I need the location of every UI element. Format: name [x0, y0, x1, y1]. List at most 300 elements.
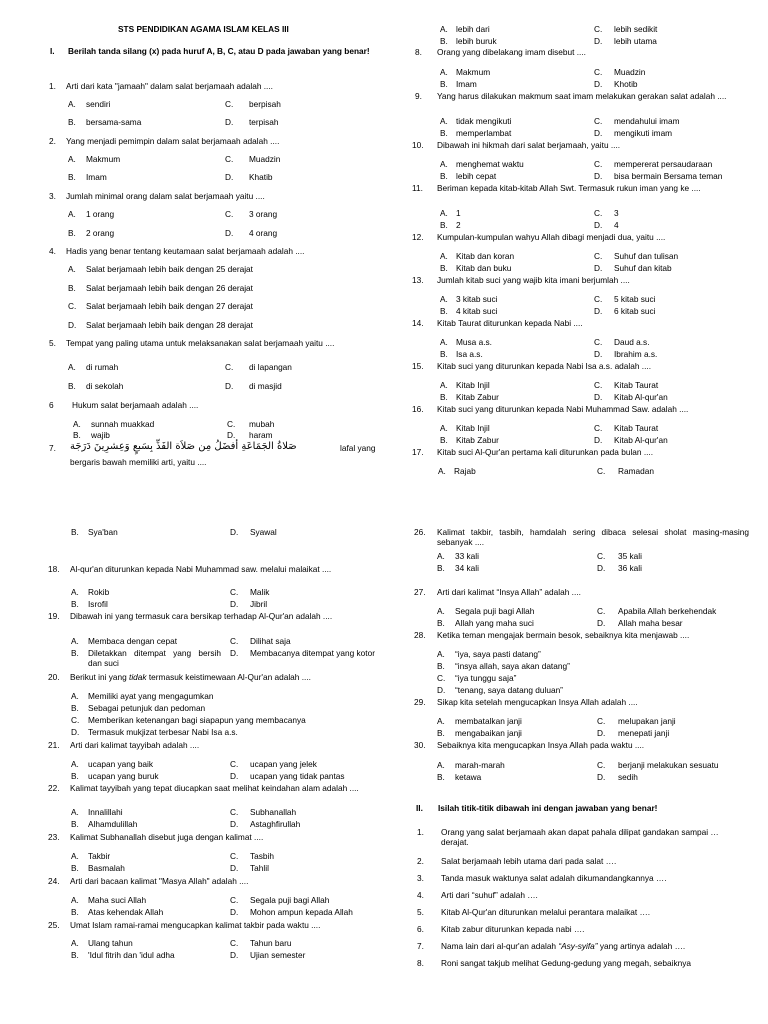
option-letter: D. — [594, 349, 603, 359]
option-letter: B. — [71, 819, 79, 829]
option-text: 4 — [614, 220, 619, 230]
option-letter: D. — [594, 36, 603, 46]
question-number: 23. — [48, 832, 60, 842]
option-text: Daud a.s. — [614, 337, 650, 347]
option-text: Atas kehendak Allah — [88, 907, 164, 917]
option-text: Segala puji bagi Allah — [250, 895, 330, 905]
question-number: 19. — [48, 611, 60, 621]
option-letter: A. — [71, 938, 79, 948]
option-letter: B. — [71, 907, 79, 917]
option-text: menepati janji — [618, 728, 670, 738]
question-text: Kitab suci yang diturunkan kepada Nabi Muhammad Saw. adalah .... — [437, 404, 689, 414]
option-letter: B. — [440, 349, 448, 359]
option-text: mempererat persaudaraan — [614, 159, 713, 169]
option-letter: A. — [73, 419, 81, 429]
option-text: Imam — [86, 172, 107, 182]
section2-title: Isilah titik-titik dibawah ini dengan jawaban yang benar! — [438, 803, 658, 813]
option-letter: B. — [68, 172, 76, 182]
essay-question: Nama lain dari al-qur'an adalah “Asy-syifa” yang artinya adalah …. — [441, 941, 686, 951]
option-text: Kitab Taurat — [614, 380, 659, 390]
question-number: 30. — [414, 740, 426, 750]
question-text: Dibawah ini hikmah dari salat berjamaah, yaitu .... — [437, 140, 621, 150]
question-number: 7. — [49, 443, 56, 453]
option-text: Kitab Al-qur'an — [614, 435, 668, 445]
question-text: Orang yang dibelakang imam disebut .... — [437, 47, 586, 57]
option-letter: D. — [594, 220, 603, 230]
option-text: Maha suci Allah — [88, 895, 147, 905]
essay-question: Salat berjamaah lebih utama dari pada salat …. — [441, 856, 617, 866]
essay-question: Orang yang salat berjamaah akan dapat pahala dilipat gandakan sampai … derajat. — [441, 827, 719, 847]
option-letter: B. — [437, 728, 445, 738]
option-text: Kitab dan koran — [456, 251, 515, 261]
question-text: Kalimat Subhanallah disebut juga dengan kalimat .... — [70, 832, 264, 842]
option-letter: B. — [440, 435, 448, 445]
option-text: Termasuk mukjizat terbesar Nabi Isa a.s. — [88, 727, 238, 737]
option-text: 34 kali — [455, 563, 479, 573]
question-text: Tempat yang paling utama untuk melaksanakan salat berjamaah yaitu .... — [66, 338, 335, 348]
option-letter: A. — [440, 116, 448, 126]
option-text: Diletakkan ditempat yang bersih dan suci — [88, 648, 221, 668]
option-text: lebih cepat — [456, 171, 497, 181]
option-letter: C. — [597, 716, 606, 726]
option-letter: C. — [230, 636, 239, 646]
question-number: 20. — [48, 672, 60, 682]
option-text: 1 — [456, 208, 461, 218]
option-letter: B. — [73, 430, 81, 440]
question-number: 11. — [412, 183, 423, 193]
option-letter: B. — [440, 36, 448, 46]
option-text: “iya tunggu saja” — [455, 673, 517, 683]
option-letter: D. — [230, 527, 239, 537]
option-text: membatalkan janji — [455, 716, 522, 726]
option-text: Salat berjamaah lebih baik dengan 26 derajat — [86, 283, 253, 293]
option-text: ucapan yang buruk — [88, 771, 159, 781]
question-text: Arti dari kata "jamaah" dalam salat berjamaah adalah .... — [66, 81, 273, 91]
option-text: Sya'ban — [88, 527, 118, 537]
option-letter: C. — [594, 294, 603, 304]
option-letter: A. — [68, 154, 76, 164]
essay-number: 2. — [417, 856, 424, 866]
option-text: Kitab Zabur — [456, 392, 499, 402]
question-text: Kitab suci Al-Qur'an pertama kali diturunkan pada bulan .... — [437, 447, 654, 457]
question-number: 2. — [49, 136, 56, 146]
option-letter: C. — [225, 209, 234, 219]
essay-number: 4. — [417, 890, 424, 900]
option-text: 3 orang — [249, 209, 278, 219]
option-letter: C. — [68, 301, 77, 311]
option-letter: C. — [594, 67, 603, 77]
option-text: Imam — [456, 79, 477, 89]
option-text: menghemat waktu — [456, 159, 524, 169]
question-text: Hukum salat berjamaah adalah .... — [72, 400, 199, 410]
question-text: Kalimat tayyibah yang tepat diucapkan saat melihat keindahan alam adalah .... — [70, 783, 359, 793]
option-text: Kitab dan buku — [456, 263, 512, 273]
option-letter: A. — [440, 423, 448, 433]
option-text: Kitab Taurat — [614, 423, 659, 433]
option-letter: D. — [230, 907, 239, 917]
option-letter: A. — [71, 851, 79, 861]
option-text: sendiri — [86, 99, 111, 109]
option-text: Mohon ampun kepada Allah — [250, 907, 353, 917]
option-text: Muadzin — [249, 154, 281, 164]
option-letter: D. — [594, 435, 603, 445]
option-text: Isa a.s. — [456, 349, 483, 359]
option-text: Salat berjamaah lebih baik dengan 28 derajat — [86, 320, 253, 330]
option-letter: C. — [594, 159, 603, 169]
option-letter: A. — [68, 362, 76, 372]
option-letter: B. — [71, 771, 79, 781]
option-letter: B. — [440, 128, 448, 138]
question-number: 24. — [48, 876, 60, 886]
question-number: 17. — [412, 447, 424, 457]
option-text: Makmum — [86, 154, 121, 164]
option-text: Tahlil — [250, 863, 269, 873]
option-letter: B. — [71, 863, 79, 873]
essay-question: Tanda masuk waktunya salat adalah dikumandangkannya …. — [441, 873, 667, 883]
option-letter: A. — [71, 895, 79, 905]
option-letter: A. — [440, 67, 448, 77]
question-number: 10. — [412, 140, 424, 150]
section2-number: II. — [416, 803, 423, 813]
option-text: Membaca dengan cepat — [88, 636, 178, 646]
question-number: 26. — [414, 527, 426, 537]
option-letter: C. — [225, 99, 234, 109]
question-text: Ketika teman mengajak bermain besok, sebaiknya kita menjawab .... — [437, 630, 690, 640]
option-text: Ujian semester — [250, 950, 306, 960]
section1-number: I. — [50, 46, 55, 56]
essay-number: 5. — [417, 907, 424, 917]
question-number: 28. — [414, 630, 426, 640]
option-text: Astaghfirullah — [250, 819, 301, 829]
option-letter: B. — [440, 392, 448, 402]
option-letter: D. — [230, 863, 239, 873]
option-letter: D. — [230, 599, 239, 609]
option-text: “tenang, saya datang duluan” — [455, 685, 563, 695]
question-number: 1. — [49, 81, 56, 91]
option-text: Muadzin — [614, 67, 646, 77]
option-text: lebih buruk — [456, 36, 497, 46]
question-text: Kalimat takbir, tasbih, hamdalah sering dibaca selesai sholat masing-masing sebanyak .... — [437, 527, 749, 547]
option-letter: D. — [230, 819, 239, 829]
essay-number: 6. — [417, 924, 424, 934]
option-text: lebih dari — [456, 24, 490, 34]
question-number: 25. — [48, 920, 60, 930]
option-text: Innalillahi — [88, 807, 123, 817]
question-text: Arti dari kalimat tayyibah adalah .... — [70, 740, 200, 750]
option-letter: C. — [230, 938, 239, 948]
essay-number: 8. — [417, 958, 424, 968]
option-letter: C. — [230, 807, 239, 817]
option-text: 4 kitab suci — [456, 306, 498, 316]
option-text: “insya allah, saya akan datang” — [455, 661, 570, 671]
option-text: ucapan yang tidak pantas — [250, 771, 345, 781]
option-text: lebih utama — [614, 36, 657, 46]
option-letter: D. — [597, 563, 606, 573]
option-letter: C. — [594, 116, 603, 126]
option-text: Suhuf dan tulisan — [614, 251, 679, 261]
option-letter: C. — [594, 251, 603, 261]
option-letter: B. — [437, 772, 445, 782]
option-text: di masjid — [249, 381, 282, 391]
essay-number: 7. — [417, 941, 424, 951]
option-letter: B. — [71, 527, 79, 537]
option-text: Isrofil — [88, 599, 108, 609]
option-letter: B. — [71, 950, 79, 960]
option-text: di lapangan — [249, 362, 292, 372]
option-text: mendahului imam — [614, 116, 680, 126]
option-letter: A. — [71, 587, 79, 597]
option-text: berjanji melakukan sesuatu — [618, 760, 719, 770]
option-text: memperlambat — [456, 128, 512, 138]
option-text: Suhuf dan kitab — [614, 263, 672, 273]
option-letter: D. — [597, 618, 606, 628]
option-letter: B. — [437, 563, 445, 573]
question-number: 5. — [49, 338, 56, 348]
question-number: 13. — [412, 275, 424, 285]
question-number: 29. — [414, 697, 426, 707]
option-text: mengabaikan janji — [455, 728, 522, 738]
option-text: Rokib — [88, 587, 110, 597]
question-number: 27. — [414, 587, 426, 597]
question-number: 22. — [48, 783, 60, 793]
question-number: 4. — [49, 246, 56, 256]
option-letter: C. — [594, 208, 603, 218]
option-letter: B. — [71, 599, 79, 609]
question-text: Jumlah minimal orang dalam salat berjamaah yaitu .... — [66, 191, 265, 201]
option-text: melupakan janji — [618, 716, 676, 726]
question-text: Kumpulan-kumpulan wahyu Allah dibagi menjadi dua, yaitu .... — [437, 232, 666, 242]
option-letter: A. — [440, 159, 448, 169]
option-text: marah-marah — [455, 760, 505, 770]
option-letter: B. — [440, 79, 448, 89]
option-letter: B. — [440, 263, 448, 273]
option-text: Salat berjamaah lebih baik dengan 25 derajat — [86, 264, 253, 274]
option-text: Ibrahim a.s. — [614, 349, 658, 359]
question-text: Yang harus dilakukan makmum saat imam melakukan gerakan salat adalah .... — [437, 91, 727, 101]
question-number: 3. — [49, 191, 56, 201]
question-text: Umat Islam ramai-ramai mengucapkan kalimat takbir pada waktu .... — [70, 920, 321, 930]
question-number: 16. — [412, 404, 424, 414]
option-letter: D. — [594, 306, 603, 316]
option-text: sedih — [618, 772, 638, 782]
option-letter: C. — [71, 715, 80, 725]
option-letter: D. — [225, 117, 234, 127]
option-text: Basmalah — [88, 863, 125, 873]
option-text: Sebagai petunjuk dan pedoman — [88, 703, 206, 713]
option-text: Ramadan — [618, 466, 654, 476]
option-letter: C. — [230, 759, 239, 769]
option-letter: A. — [437, 606, 445, 616]
option-letter: C. — [437, 673, 446, 683]
option-text: Khotib — [614, 79, 638, 89]
option-text: 33 kali — [455, 551, 479, 561]
option-letter: A. — [68, 209, 76, 219]
option-letter: A. — [68, 99, 76, 109]
question-text: Berikut ini yang tidak termasuk keistimewaan Al-Qur'an adalah .... — [70, 672, 311, 682]
option-letter: B. — [68, 117, 76, 127]
option-text: Allah yang maha suci — [455, 618, 534, 628]
option-letter: C. — [225, 362, 234, 372]
option-text: Apabila Allah berkehendak — [618, 606, 717, 616]
essay-question: Roni sangat takjub melihat Gedung-gedung yang megah, sebaiknya — [441, 958, 691, 968]
option-text: haram — [249, 430, 273, 440]
question-text: Sikap kita setelah mengucapkan Insya Allah adalah .... — [437, 697, 638, 707]
option-letter: A. — [71, 636, 79, 646]
option-letter: B. — [71, 648, 79, 658]
option-text: sunnah muakkad — [91, 419, 155, 429]
question-text: Kitab suci yang diturunkan kepada Nabi Isa a.s. adalah .... — [437, 361, 652, 371]
question-text: lafal yang — [340, 443, 376, 453]
option-letter: C. — [597, 760, 606, 770]
option-text: Tahun baru — [250, 938, 292, 948]
option-letter: A. — [68, 264, 76, 274]
option-letter: A. — [440, 380, 448, 390]
option-letter: A. — [440, 24, 448, 34]
option-text: 'Idul fitrih dan 'idul adha — [88, 950, 175, 960]
section1-instruction: Berilah tanda silang (x) pada huruf A, B, C, atau D pada jawaban yang benar! — [68, 46, 370, 56]
option-letter: C. — [230, 851, 239, 861]
option-text: Musa a.s. — [456, 337, 492, 347]
option-letter: B. — [437, 618, 445, 628]
option-text: di sekolah — [86, 381, 124, 391]
option-letter: D. — [594, 79, 603, 89]
option-text: Kitab Injil — [456, 380, 490, 390]
option-text: Rajab — [454, 466, 476, 476]
question-text: Al-qur'an diturunkan kepada Nabi Muhammad saw. melalui malaikat .... — [70, 564, 332, 574]
option-letter: B. — [71, 703, 79, 713]
option-text: Memiliki ayat yang mengagumkan — [88, 691, 214, 701]
option-text: 36 kali — [618, 563, 642, 573]
question-text: Yang menjadi pemimpin dalam salat berjamaah adalah .... — [66, 136, 280, 146]
question-text: Arti dari bacaan kalimat "Masya Allah" adalah .... — [70, 876, 249, 886]
option-text: di rumah — [86, 362, 119, 372]
option-letter: A. — [440, 208, 448, 218]
question-text: Kitab Taurat diturunkan kepada Nabi .... — [437, 318, 583, 328]
option-letter: D. — [594, 128, 603, 138]
question-number: 9. — [415, 91, 422, 101]
option-letter: A. — [71, 759, 79, 769]
essay-question: Arti dari “suhuf” adalah …. — [441, 890, 538, 900]
option-letter: C. — [597, 466, 606, 476]
option-letter: D. — [594, 263, 603, 273]
arabic-hadith: صَلاةُ الجَمَاعَةِ أفضَلُ مِن صَلاَة الفَذِّ بِسَبعٍ وَعِشرِينَ دَرَجَة — [70, 441, 297, 452]
option-letter: D. — [225, 172, 234, 182]
option-letter: A. — [438, 466, 446, 476]
question-number: 12. — [412, 232, 424, 242]
option-letter: A. — [71, 691, 79, 701]
option-text: 4 orang — [249, 228, 278, 238]
option-letter: B. — [68, 228, 76, 238]
option-letter: C. — [230, 587, 239, 597]
option-letter: B. — [440, 171, 448, 181]
option-text: ketawa — [455, 772, 482, 782]
option-letter: B. — [440, 306, 448, 316]
option-text: 3 kitab suci — [456, 294, 498, 304]
option-text: bisa bermain Bersama teman — [614, 171, 723, 181]
option-text: ucapan yang jelek — [250, 759, 317, 769]
option-letter: A. — [437, 649, 445, 659]
option-letter: D. — [230, 648, 239, 658]
option-text: Khatib — [249, 172, 273, 182]
option-letter: D. — [71, 727, 80, 737]
option-letter: D. — [594, 392, 603, 402]
page-title: STS PENDIDIKAN AGAMA ISLAM KELAS III — [118, 24, 289, 34]
option-text: Syawal — [250, 527, 277, 537]
option-text: Allah maha besar — [618, 618, 683, 628]
question-number: 21. — [48, 740, 60, 750]
option-text: Salat berjamaah lebih baik dengan 27 derajat — [86, 301, 253, 311]
option-letter: D. — [225, 228, 234, 238]
question-text: Arti dari kalimat “Insya Allah” adalah .... — [437, 587, 581, 597]
option-text: Subhanallah — [250, 807, 297, 817]
option-text: 5 kitab suci — [614, 294, 656, 304]
question-number: 18. — [48, 564, 60, 574]
option-letter: C. — [594, 24, 603, 34]
option-text: 35 kali — [618, 551, 642, 561]
option-text: 1 orang — [86, 209, 115, 219]
option-text: 3 — [614, 208, 619, 218]
option-text: Kitab Injil — [456, 423, 490, 433]
option-text: Ulang tahun — [88, 938, 133, 948]
option-letter: D. — [227, 430, 236, 440]
essay-number: 1. — [417, 827, 424, 837]
option-letter: B. — [68, 381, 76, 391]
option-text: berpisah — [249, 99, 281, 109]
option-text: wajib — [91, 430, 110, 440]
option-text: Membacanya ditempat yang kotor — [250, 648, 375, 658]
option-text: terpisah — [249, 117, 279, 127]
option-letter: B. — [68, 283, 76, 293]
option-letter: D. — [597, 772, 606, 782]
option-letter: C. — [230, 895, 239, 905]
option-text: Memberikan ketenangan bagi siapapun yang membacanya — [88, 715, 306, 725]
option-letter: A. — [440, 337, 448, 347]
option-letter: D. — [230, 771, 239, 781]
option-letter: A. — [437, 760, 445, 770]
option-text: Segala puji bagi Allah — [455, 606, 535, 616]
option-text: Dilihat saja — [250, 636, 291, 646]
option-text: 6 kitab suci — [614, 306, 656, 316]
question-number: 15. — [412, 361, 424, 371]
option-text: ucapan yang baik — [88, 759, 154, 769]
option-text: “iya, saya pasti datang” — [455, 649, 541, 659]
option-letter: C. — [594, 337, 603, 347]
option-letter: C. — [597, 606, 606, 616]
option-letter: D. — [68, 320, 77, 330]
question-text: Beriman kepada kitab-kitab Allah Swt. Termasuk rukun iman yang ke .... — [437, 183, 701, 193]
option-letter: B. — [440, 220, 448, 230]
option-letter: D. — [437, 685, 446, 695]
option-letter: A. — [440, 251, 448, 261]
option-text: mubah — [249, 419, 275, 429]
question-text: Dibawah ini yang termasuk cara bersikap terhadap Al-Qur'an adalah .... — [70, 611, 333, 621]
option-letter: D. — [594, 171, 603, 181]
option-text: 2 — [456, 220, 461, 230]
question-text: Sebaiknya kita mengucapkan Insya Allah pada waktu .... — [437, 740, 645, 750]
option-letter: C. — [225, 154, 234, 164]
question-number: 14. — [412, 318, 424, 328]
option-letter: B. — [437, 661, 445, 671]
question-text-line2: bergaris bawah memiliki arti, yaitu .... — [70, 457, 207, 467]
option-text: Makmum — [456, 67, 491, 77]
option-text: Jibril — [250, 599, 268, 609]
option-letter: D. — [225, 381, 234, 391]
option-text: Takbir — [88, 851, 111, 861]
option-text: bersama-sama — [86, 117, 142, 127]
option-text: Kitab Zabur — [456, 435, 499, 445]
option-letter: C. — [227, 419, 236, 429]
option-letter: D. — [230, 950, 239, 960]
